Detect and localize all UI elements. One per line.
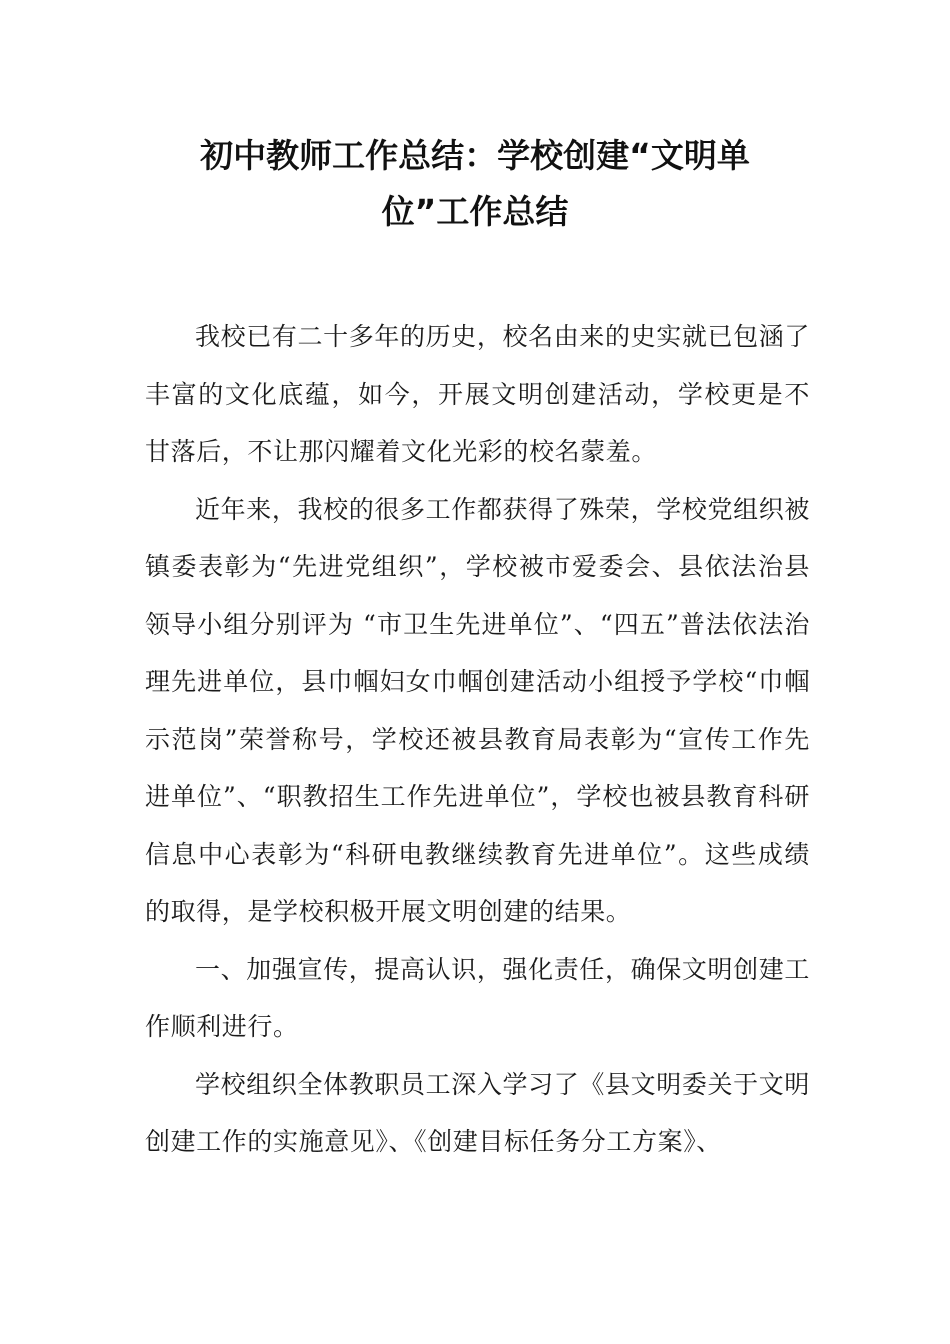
title-line-2: 位”工作总结 xyxy=(381,192,569,231)
page-title xyxy=(150,128,800,240)
section-heading-1: 一、加强宣传，提高认识，强化责任，确保文明创建工作顺利进行。 xyxy=(145,954,810,1041)
document-body xyxy=(145,308,810,1171)
paragraph-history: 我校已有二十多年的历史，校名由来的史实就已包涵了丰富的文化底蕴，如今，开展文明创建活动，学校更是不甘落后，不让那闪耀着文化光彩的校名蒙羞。 xyxy=(145,322,810,466)
title-line-1: 初中教师工作总结：学校创建“文明单 xyxy=(200,136,750,175)
paragraph-study: 学校组织全体教职员工深入学习了《县文明委关于文明创建工作的实施意见》、《创建目标任务分工方案》、 xyxy=(145,1069,810,1156)
paragraph-honors: 近年来，我校的很多工作都获得了殊荣，学校党组织被镇委表彰为“先进党组织”，学校被市爱委会、县依法治县领导小组分别评为 “市卫生先进单位”、“四五”普法依法治理先进单位，县巾帼妇女巾帼创建活动小组授予学校“巾帼示范岗”荣誉称号，学校还被县教育局表彰为“宣传工作先进单位”、“职教招生工作先进单位”，学校也被县教育科研信息中心表彰为“科研电教继续教育先进单位”。这些成绩的取得，是学校积极开展文明创建的结果。 xyxy=(145,494,810,926)
